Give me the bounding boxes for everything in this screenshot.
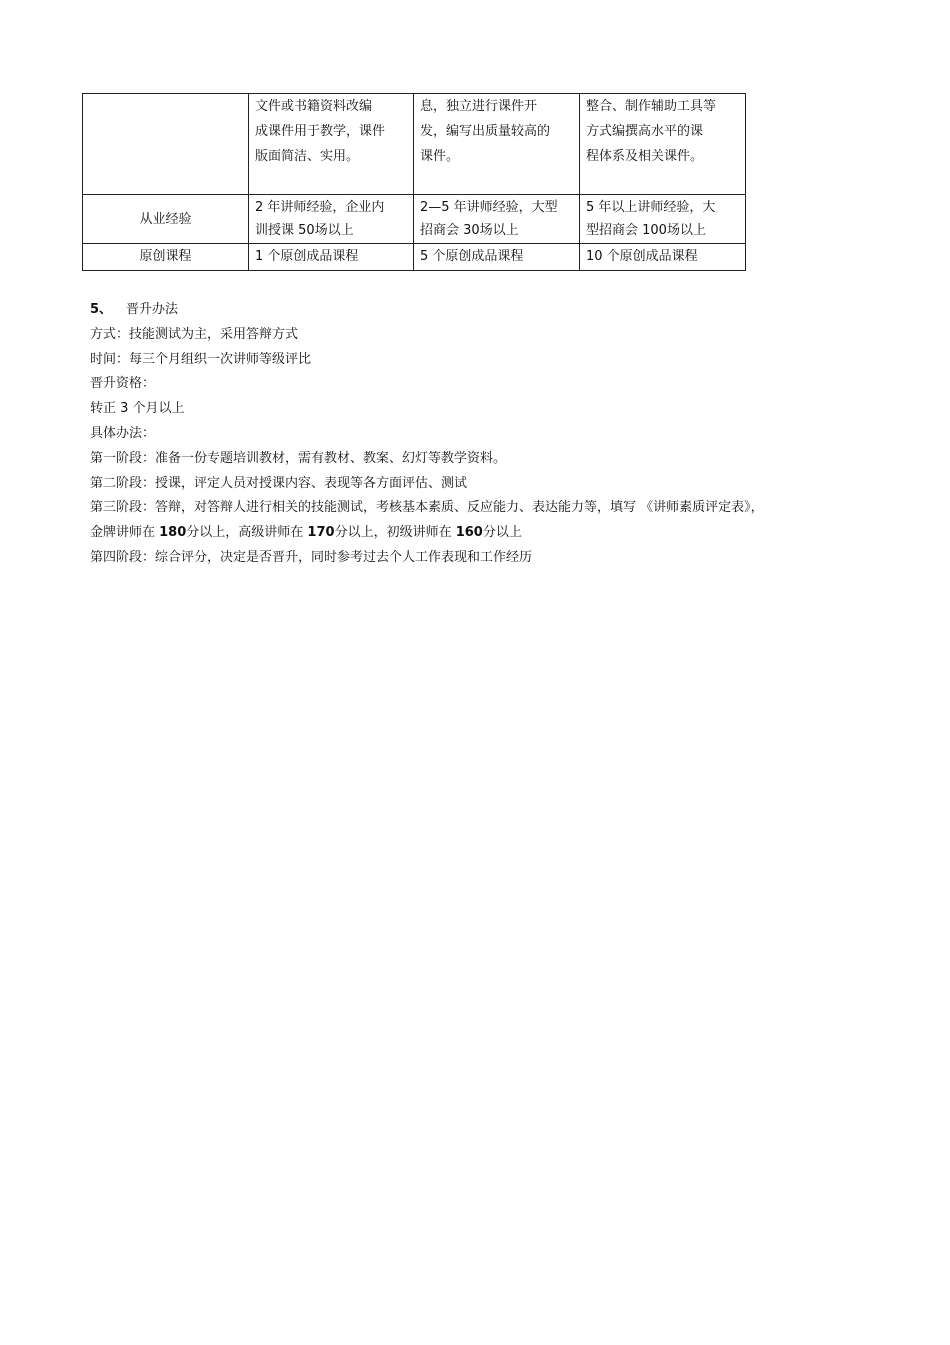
qualification-line: 转正 3 个月以上 — [90, 401, 185, 417]
table-cell: 息，独立进行课件开 发，编写出质量较高的 课件。 — [414, 94, 580, 195]
row-label: 从业经验 — [83, 195, 249, 244]
time-line: 时间：每三个月组织一次讲师等级评比 — [90, 351, 312, 367]
table-cell: 文件或书籍资料改编 成课件用于教学，课件 版面简洁、实用。 — [249, 94, 414, 195]
row-label — [83, 94, 249, 195]
section-number: 5、 — [90, 302, 113, 317]
table-cell: 2—5 年讲师经验，大型 招商会 30场以上 — [414, 195, 580, 244]
gold-suffix: 分以上，高级讲师在 — [186, 525, 308, 541]
table-cell: 1 个原创成品课程 — [249, 244, 414, 271]
qualification-table — [82, 93, 746, 271]
stage-four: 第四阶段：综合评分，决定是否晋升，同时参考过去个人工作表现和工作经历 — [90, 549, 533, 565]
gold-prefix: 金牌讲师在 — [90, 525, 160, 541]
table-cell: 2 年讲师经验，企业内 训授课 50场以上 — [249, 195, 414, 244]
junior-score: 160 — [455, 525, 483, 541]
stage-three: 第三阶段：答辩，对答辩人进行相关的技能测试，考核基本素质、反应能力、表达能力等，填写 《讲师素质评定表》， — [90, 500, 764, 516]
table-row — [83, 244, 746, 271]
table-row — [83, 195, 746, 244]
section-title: 晋升办法 — [126, 302, 179, 317]
gold-score: 180 — [159, 525, 187, 541]
qualification-label: 晋升资格： — [90, 376, 156, 392]
details-label: 具体办法： — [90, 425, 156, 441]
table-cell: 5 年以上讲师经验，大 型招商会 100场以上 — [580, 195, 746, 244]
table-cell: 5 个原创成品课程 — [414, 244, 580, 271]
table-cell: 10 个原创成品课程 — [580, 244, 746, 271]
row-label: 原创课程 — [83, 244, 249, 271]
junior-suffix: 分以上 — [482, 525, 522, 541]
promotion-section — [90, 298, 890, 571]
section-heading — [90, 298, 890, 323]
stage-one: 第一阶段：准备一份专题培训教材，需有教材、教案、幻灯等教学资料。 — [90, 450, 507, 466]
score-line — [90, 521, 890, 546]
table-cell: 整合、制作辅助工具等 方式编撰高水平的课 程体系及相关课件。 — [580, 94, 746, 195]
stage-two: 第二阶段：授课，评定人员对授课内容、表现等各方面评估、测试 — [90, 475, 468, 491]
method-line: 方式：技能测试为主，采用答辩方式 — [90, 326, 299, 342]
table-row — [83, 94, 746, 195]
senior-score: 170 — [307, 525, 335, 541]
senior-suffix: 分以上，初级讲师在 — [334, 525, 456, 541]
